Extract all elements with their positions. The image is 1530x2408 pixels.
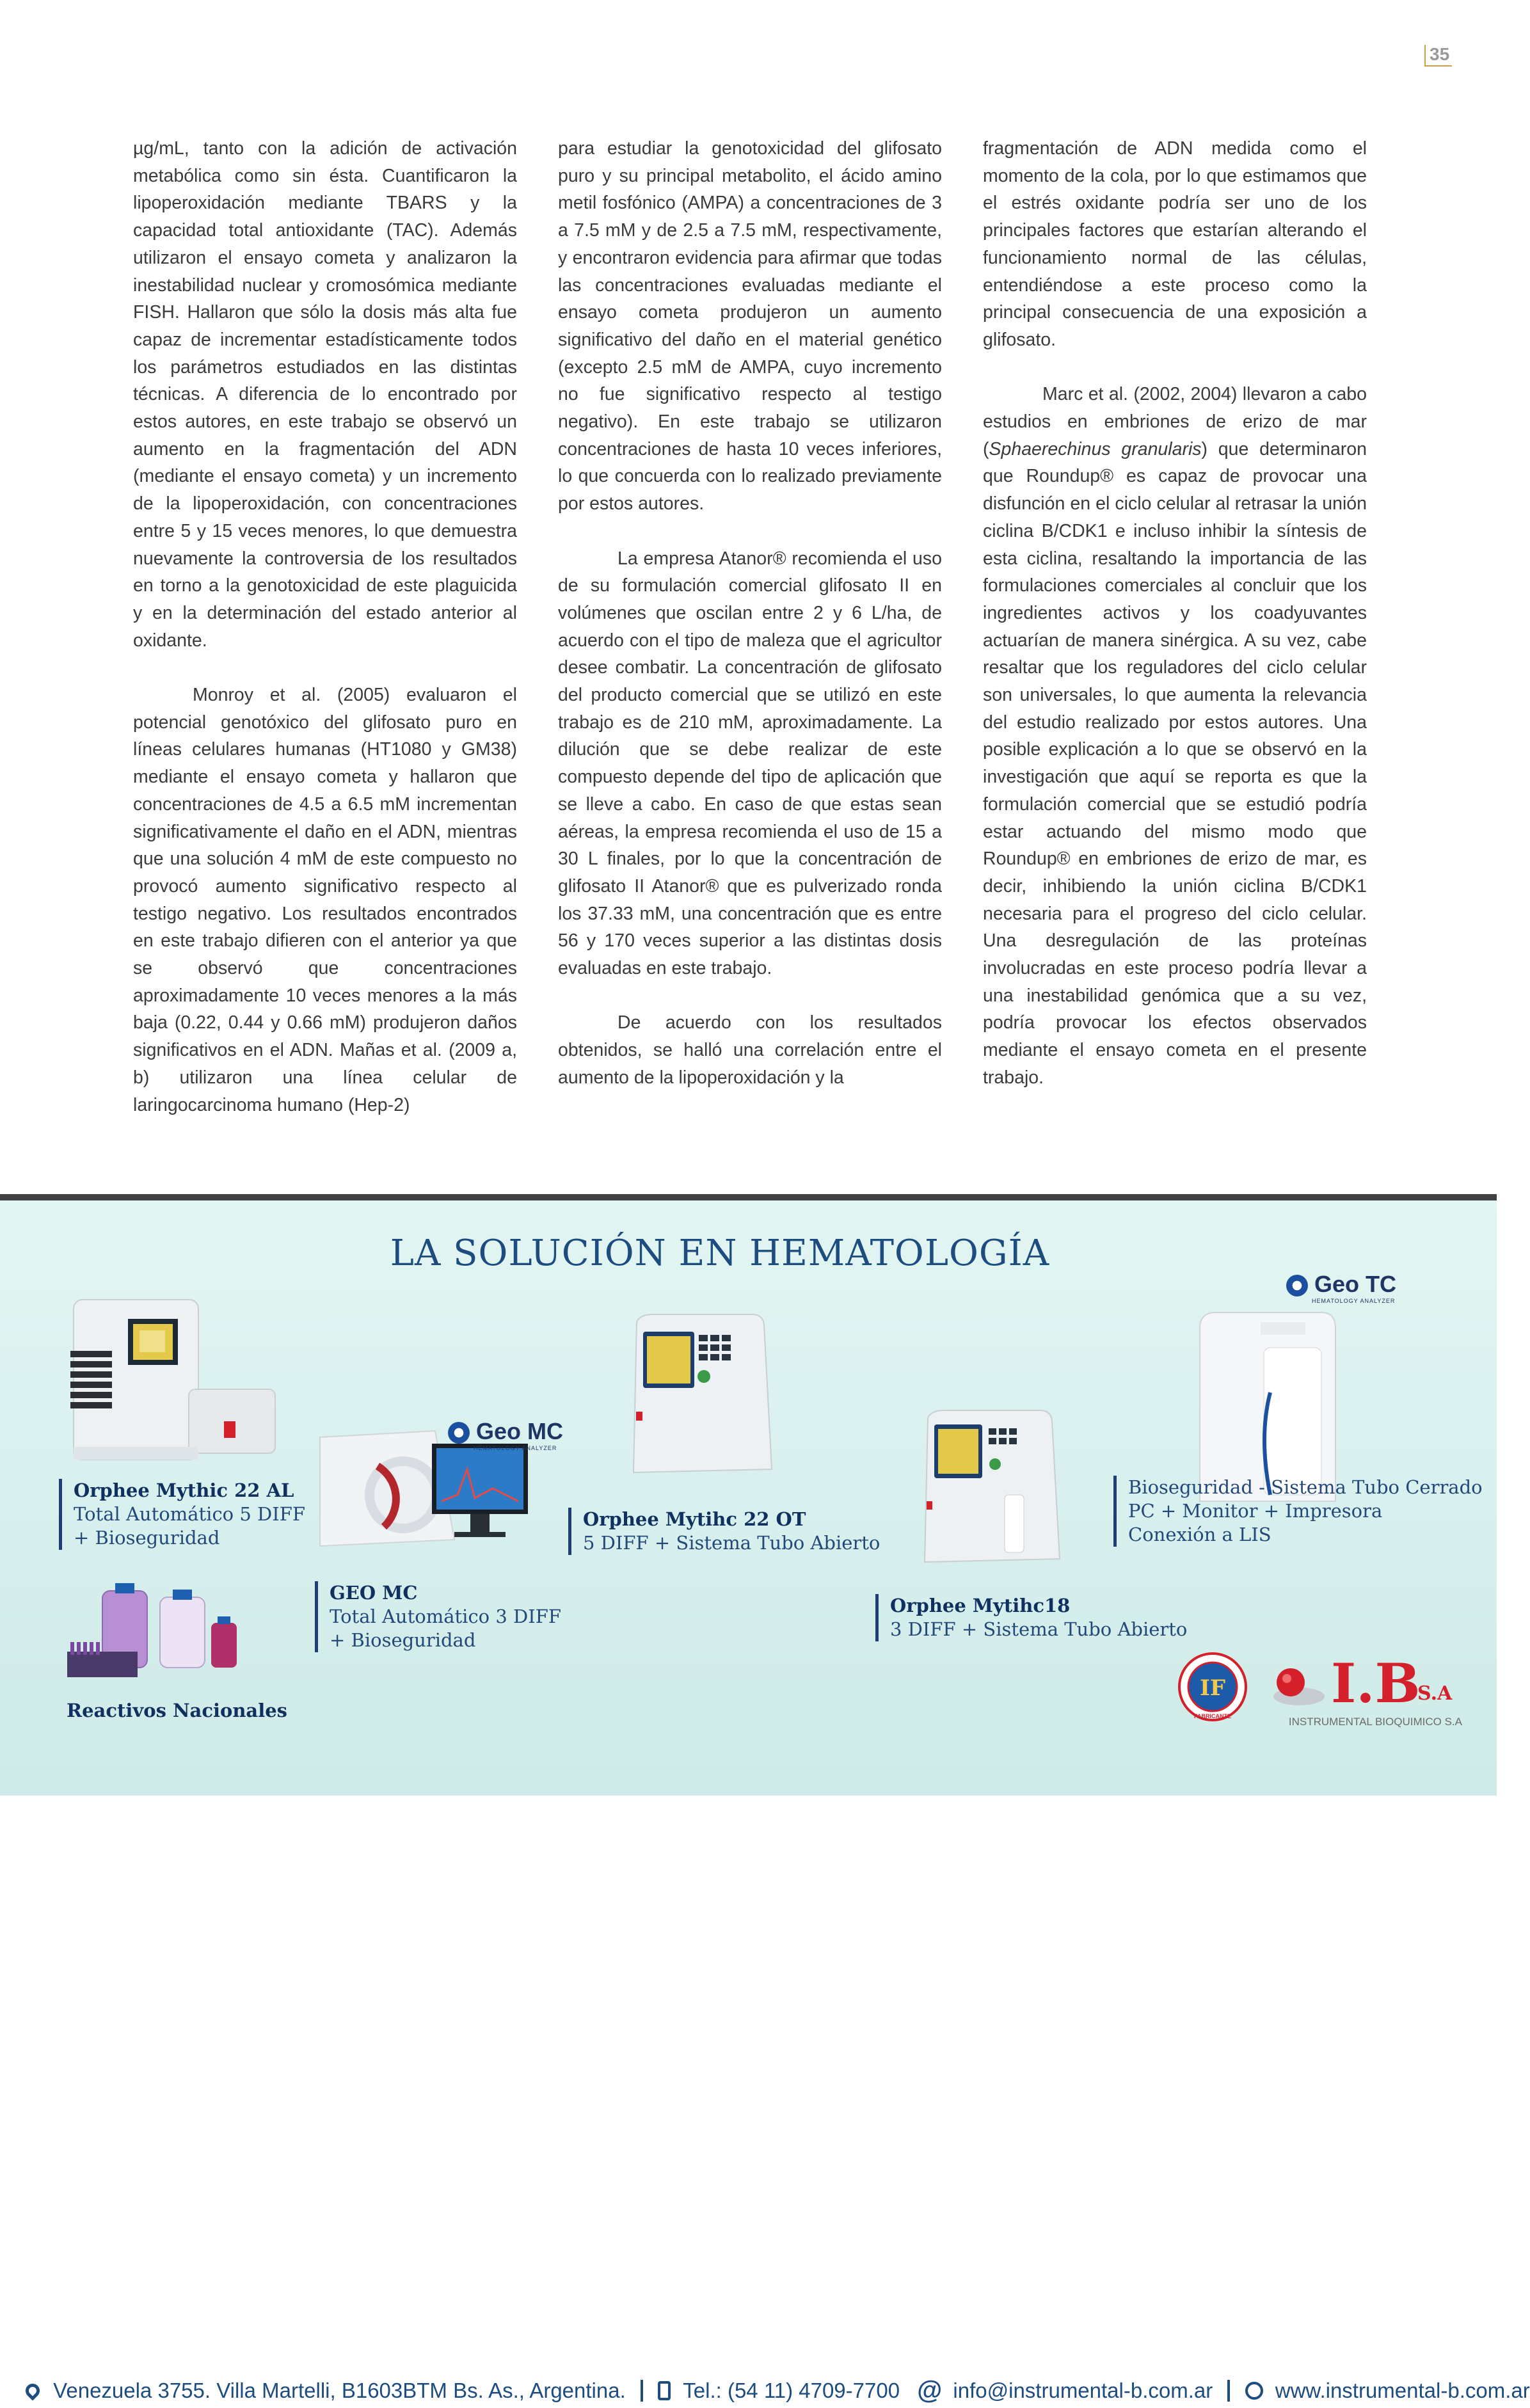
article-column-1 — [133, 135, 517, 1119]
product-name: GEO MC — [330, 1582, 418, 1604]
product-feature: PC + Monitor + Impresora — [1128, 1500, 1383, 1522]
product-name: Orphee Mytihc18 — [890, 1595, 1071, 1616]
geo-mc-logo — [448, 1418, 563, 1451]
sunburst-icon — [448, 1422, 470, 1444]
footer-website[interactable]: www.instrumental-b.com.ar — [1275, 2378, 1530, 2402]
at-icon: @ — [917, 2376, 943, 2404]
ad-top-bar — [0, 1194, 1497, 1200]
footer-divider — [641, 2380, 643, 2402]
location-pin-icon — [22, 2380, 42, 2400]
reagent-bottles-image — [64, 1578, 256, 1687]
brand-main-text: I.B — [1331, 1652, 1421, 1715]
globe-icon — [1245, 2382, 1263, 2400]
sunburst-icon — [1286, 1275, 1308, 1296]
product-feature: Total Automático 3 DIFF — [330, 1606, 561, 1627]
product-feature: Bioseguridad - Sistema Tubo Cerrado — [1128, 1476, 1483, 1498]
ad-title — [0, 1232, 1248, 1274]
geo-mc-logo-sub: HEMATOLOGY ANALYZER — [474, 1445, 557, 1451]
ad-title-text: LA SOLUCIÓN EN HEMATOLOGÍA — [390, 1232, 1050, 1274]
phone-icon — [658, 2381, 671, 2400]
product-feature: + Bioseguridad — [330, 1629, 476, 1651]
brand-suffix-text: S.A — [1417, 1682, 1453, 1705]
ad-contact-footer — [26, 2376, 1530, 2408]
seal-text: FABRICANTE — [1194, 1713, 1231, 1719]
product-feature: Conexión a LIS — [1128, 1524, 1271, 1545]
svg-text:IF: IF — [1199, 1675, 1226, 1701]
geo-tc-logo — [1286, 1271, 1396, 1304]
footer-phone: Tel.: (54 11) 4709-7700 — [683, 2378, 900, 2402]
paragraph: fragmentación de ADN medida como el momento de la cola, por lo que estimamos que el estrés oxidante podría ser uno de los principales factores que estarían alterando el funcionamiento normal de las células, entendiéndose a este proceso como la principal consecuencia de una exposición a glifosato. — [983, 138, 1367, 350]
page-number: 35 — [1424, 45, 1452, 67]
product-feature: Total Automático 5 DIFF — [74, 1503, 305, 1525]
footer-address: Venezuela 3755. Villa Martelli, B1603BTM Bs. As., Argentina. — [53, 2378, 626, 2402]
geo-tc-logo-text: Geo TC — [1314, 1271, 1397, 1297]
paragraph: µg/mL, tanto con la adición de activación metabólica como sin ésta. Cuantificaron la lipoperoxidación mediante TBARS y la capacidad total antioxidante (TAC). Además utilizaron el ensayo cometa y analizaron la inestabilidad nuclear y cromosómica mediante FISH. Hallaron que sólo la dosis más alta fue capaz de incrementar estadísticamente todos los parámetros estudiados en las distintas técnicas. A diferencia de lo encontrado por estos autores, en este trabajo se observó un aumento en la fragmentación del ADN (mediante el ensayo cometa) y un incremento de la lipoperoxidación, con concentraciones entre 5 y 15 veces menores, lo que demuestra nuevamente la controversia de los resultados en torno a la genotoxicidad de este plaguicida y en la determinación del estado anterior al oxidante. — [133, 138, 517, 651]
product-feature: + Bioseguridad — [74, 1527, 220, 1549]
text-run: Marc et al. (2002, 2004) llevaron a cabo estudios en embriones de erizo de mar ( — [983, 384, 1367, 459]
mythic-22-al-analyzer-image — [64, 1293, 282, 1466]
article-column-2 — [558, 135, 942, 1092]
article-column-3 — [983, 135, 1367, 1092]
brand-sphere-icon — [1270, 1658, 1328, 1709]
paragraph: Monroy et al. (2005) evaluaron el potencial genotóxico del glifosato puro en líneas celulares humanas (HT1080 y GM38) mediante el ensayo cometa y hallaron que concentraciones de 4.5 a 6.5 mM incrementan significativamente el daño en el ADN, mientras que una solución 4 mM de este compuesto no provocó aumento significativo respecto al testigo negativo. Los resultados encontrados en este trabajo difieren con el anterior ya que se observó que concentraciones aproximadamente 10 veces menores a la más baja (0.22, 0.44 y 0.66 mM) produjeron daños significativos en el ADN. Mañas et al. (2009 a, b) utilizaron una línea celular de laringocarcinoma humano (Hep-2) — [133, 685, 517, 1115]
product-caption-mythic-22-ot — [568, 1508, 880, 1555]
footer-email[interactable]: info@instrumental-b.com.ar — [953, 2378, 1213, 2402]
fabricante-seal-logo — [1177, 1652, 1248, 1722]
species-name: Sphaerechinus granularis — [989, 438, 1202, 459]
product-feature: 3 DIFF + Sistema Tubo Abierto — [890, 1618, 1188, 1640]
reactivos-label: Reactivos Nacionales — [67, 1700, 288, 1721]
product-caption-geo-mc — [315, 1581, 561, 1652]
mythic-22-ot-analyzer-image — [621, 1309, 781, 1482]
advertisement — [0, 1194, 1530, 2404]
geo-tc-analyzer-image — [1187, 1290, 1347, 1508]
product-caption-mythic-22-al — [59, 1479, 305, 1550]
paragraph — [983, 381, 1367, 1091]
mythic-18-analyzer-image — [915, 1405, 1069, 1572]
geo-mc-logo-text: Geo MC — [476, 1418, 564, 1444]
product-caption-geo-tc — [1113, 1476, 1483, 1547]
footer-divider — [1227, 2380, 1230, 2402]
product-name: Orphee Mythic 22 AL — [74, 1479, 294, 1501]
paragraph: De acuerdo con los resultados obtenidos, se halló una correlación entre el aumento de la lipoperoxidación y la — [558, 1012, 942, 1088]
paragraph: La empresa Atanor® recomienda el uso de su formulación comercial glifosato II en volúmenes que oscilan entre 2 y 6 L/ha, de acuerdo con el tipo de maleza que el agricultor desee combatir. La concentración de glifosato del producto comercial que se utilizó en este trabajo es de 210 mM, aproximadamente. La dilución que se debe realizar de este compuesto depende del tipo de aplicación que se lleve a cabo. En caso de que estas sean aéreas, la empresa recomienda el uso de 15 a 30 L finales, por lo que la concentración de glifosato II Atanor® que es pulverizado ronda los 37.33 mM, una concentración que es entre 56 y 170 veces superior a las distintas dosis evaluadas en este trabajo. — [558, 548, 942, 979]
product-name: Orphee Mytihc 22 OT — [583, 1508, 806, 1530]
product-feature: 5 DIFF + Sistema Tubo Abierto — [583, 1532, 881, 1554]
text-run: ) que determinaron que Roundup® es capaz de provocar una disfunción en el ciclo celular al retrasar la unión ciclina B/CDK1 e incluso inhibir la síntesis de esta ciclina, resaltando la importancia de las formulaciones comerciales al concluir que los ingredientes activos y los coadyuvantes actuarían de manera sinérgica. A su vez, cabe resaltar que los reguladores del ciclo celular son universales, lo que aumenta la relevancia del estudio realizado por estos autores. Una posible explicación a lo que se observó en la investigación que aquí se reporta es que la formulación comercial que se estudió podría estar actuando del mismo modo que Roundup® en embriones de erizo de mar, es decir, inhibiendo la unión ciclina B/CDK1 necesaria para el progreso del ciclo celular. Una desregulación de las proteínas involucradas en este proceso podría llevar a una inestabilidad genómica que a su vez, podría provocar los efectos observados mediante el ensayo cometa en el presente trabajo. — [983, 438, 1367, 1088]
paragraph: para estudiar la genotoxicidad del glifosato puro y su principal metabolito, el ácido amino metil fosfónico (AMPA) a concentraciones de 3 a 7.5 mM y de 2.5 a 7.5 mM, respectivamente, y encontraron evidencia para afirmar que todas las concentraciones evaluadas mediante el ensayo cometa produjeron un aumento significativo del daño en el material genético (excepto 2.5 mM de AMPA, cuyo incremento no fue significativo respecto al testigo negativo). En este trabajo se utilizaron concentraciones de hasta 10 veces inferiores, lo que concuerda con lo realizado previamente por estos autores. — [558, 138, 942, 514]
geo-tc-logo-sub: HEMATOLOGY ANALYZER — [1312, 1298, 1396, 1304]
brand-subtitle: INSTRUMENTAL BIOQUIMICO S.A — [1288, 1716, 1462, 1728]
product-caption-mythic-18 — [875, 1594, 1187, 1641]
